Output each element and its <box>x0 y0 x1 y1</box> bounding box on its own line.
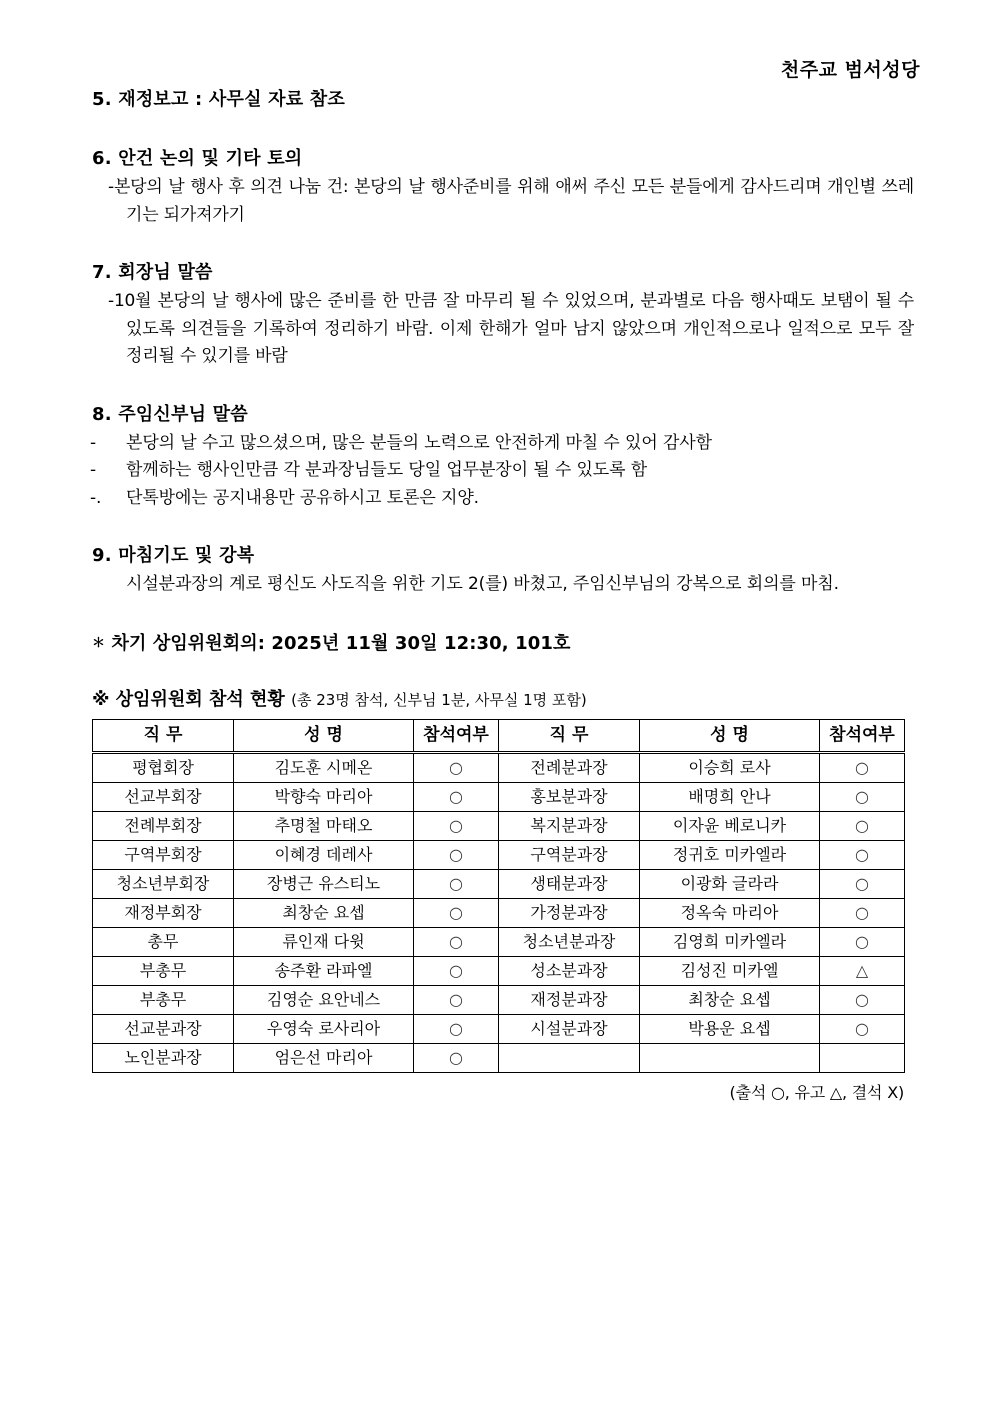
section-7-bullet-1-text: 10월 본당의 날 행사에 많은 준비를 한 만큼 잘 마무리 될 수 있었으며, 분과별로 다음 행사때도 보탬이 될 수 있도록 의견들을 기록하여 정리하기 바람. 이제 한해가 얼마 남지 않았으며 개인적으로나 일적으로 모두 잘 정리될 수 있기를 바람 <box>113 291 914 367</box>
section-8 <box>92 401 914 513</box>
attendance-mark-cell: ○ <box>414 898 499 927</box>
section-8-bullet-1 <box>92 430 914 458</box>
attendance-mark-cell: ○ <box>414 1043 499 1072</box>
column-header-attendance-left: 참석여부 <box>414 719 499 752</box>
table-row <box>93 811 905 840</box>
duty-cell: 성소분과장 <box>499 956 640 985</box>
column-header-duty-left: 직 무 <box>93 719 234 752</box>
name-cell: 류인재 다윗 <box>234 927 414 956</box>
section-9-body: 시설분과장의 계로 평신도 사도직을 위한 기도 2(를) 바쳤고, 주임신부님의 강복으로 회의를 마침. <box>126 574 839 595</box>
table-row <box>93 840 905 869</box>
attendance-heading <box>92 685 914 711</box>
duty-cell: 청소년분과장 <box>499 927 640 956</box>
attendance-legend: (출석 ○, 유고 △, 결석 X) <box>729 1082 904 1102</box>
attendance-mark-cell: ○ <box>820 752 905 782</box>
name-cell: 김도훈 시메온 <box>234 752 414 782</box>
column-header-name-right: 성 명 <box>640 719 820 752</box>
name-cell: 송주환 라파엘 <box>234 956 414 985</box>
duty-cell: 구역분과장 <box>499 840 640 869</box>
name-cell: 이승희 로사 <box>640 752 820 782</box>
name-cell: 이자윤 베로니카 <box>640 811 820 840</box>
section-5-title: 5. 재정보고 : 사무실 자료 참조 <box>92 89 345 110</box>
next-meeting-line <box>92 629 914 655</box>
attendance-subheading: (총 23명 참석, 신부님 1분, 사무실 1명 포함) <box>291 690 587 709</box>
duty-cell: 재정부회장 <box>93 898 234 927</box>
duty-cell: 가정분과장 <box>499 898 640 927</box>
spacer <box>92 655 914 685</box>
dash-dot-marker: -. <box>90 487 102 508</box>
table-row <box>93 1014 905 1043</box>
section-6-bullet-1-text: 본당의 날 행사 후 의견 나눔 건: 본당의 날 행사준비를 위해 애써 주신 모든 분들에게 감사드리며 개인별 쓰레기는 되가져가기 <box>113 177 914 225</box>
attendance-mark-cell: ○ <box>820 898 905 927</box>
attendance-mark-cell: ○ <box>820 869 905 898</box>
spacer <box>92 229 914 259</box>
duty-cell: 평협회장 <box>93 752 234 782</box>
section-8-bullet-2 <box>92 457 914 485</box>
spacer <box>92 599 914 629</box>
section-6 <box>92 145 914 229</box>
attendance-mark-cell: ○ <box>414 927 499 956</box>
attendance-table-body <box>93 752 905 1072</box>
duty-cell: 홍보분과장 <box>499 782 640 811</box>
section-8-bullet-3-text: 단톡방에는 공지내용만 공유하시고 토론은 지양. <box>126 487 479 508</box>
attendance-mark-cell: ○ <box>414 985 499 1014</box>
section-5 <box>92 86 914 113</box>
spacer <box>92 115 914 145</box>
attendance-table <box>92 719 905 1073</box>
section-7 <box>92 259 914 371</box>
section-8-bullet-1-text: 본당의 날 수고 많으셨으며, 많은 분들의 노력으로 안전하게 마칠 수 있어 감사함 <box>126 432 712 453</box>
name-cell <box>640 1043 820 1072</box>
dash-marker: - <box>108 177 114 197</box>
name-cell: 김영순 요안네스 <box>234 985 414 1014</box>
duty-cell: 총무 <box>93 927 234 956</box>
name-cell: 추명철 마태오 <box>234 811 414 840</box>
dash-marker: - <box>108 291 114 312</box>
name-cell: 박향숙 마리아 <box>234 782 414 811</box>
attendance-mark-cell: ○ <box>820 927 905 956</box>
name-cell: 최창순 요셉 <box>640 985 820 1014</box>
section-7-title: 7. 회장님 말씀 <box>92 262 213 284</box>
spacer <box>92 512 914 542</box>
attendance-mark-cell <box>820 1043 905 1072</box>
duty-cell: 노인분과장 <box>93 1043 234 1072</box>
attendance-mark-cell: ○ <box>820 840 905 869</box>
attendance-mark-cell: ○ <box>414 782 499 811</box>
table-row <box>93 898 905 927</box>
star-marker: ＊ <box>92 635 106 651</box>
attendance-mark-cell: △ <box>820 956 905 985</box>
table-row <box>93 869 905 898</box>
name-cell: 정옥숙 마리아 <box>640 898 820 927</box>
duty-cell: 복지분과장 <box>499 811 640 840</box>
name-cell: 정귀호 미카엘라 <box>640 840 820 869</box>
name-cell: 박용운 요셉 <box>640 1014 820 1043</box>
document-body <box>92 86 914 1119</box>
table-row <box>93 956 905 985</box>
column-header-attendance-right: 참석여부 <box>820 719 905 752</box>
name-cell: 이광화 글라라 <box>640 869 820 898</box>
section-6-title: 6. 안건 논의 및 기타 토의 <box>92 148 303 169</box>
section-6-bullet-1 <box>92 174 914 229</box>
section-8-bullet-3 <box>92 485 914 513</box>
duty-cell: 청소년부회장 <box>93 869 234 898</box>
name-cell: 최창순 요셉 <box>234 898 414 927</box>
table-row <box>93 927 905 956</box>
duty-cell: 전례분과장 <box>499 752 640 782</box>
reference-mark-icon: ※ <box>92 688 110 710</box>
column-header-name-left: 성 명 <box>234 719 414 752</box>
attendance-mark-cell: ○ <box>414 811 499 840</box>
duty-cell: 선교분과장 <box>93 1014 234 1043</box>
name-cell: 김성진 미카엘 <box>640 956 820 985</box>
table-row <box>93 1043 905 1072</box>
duty-cell: 전례부회장 <box>93 811 234 840</box>
duty-cell <box>499 1043 640 1072</box>
attendance-mark-cell: ○ <box>820 1014 905 1043</box>
name-cell: 엄은선 마리아 <box>234 1043 414 1072</box>
duty-cell: 구역부회장 <box>93 840 234 869</box>
next-meeting-text: 차기 상임위원회의: 2025년 11월 30일 12:30, 101호 <box>111 632 571 654</box>
dash-marker: - <box>90 432 97 453</box>
name-cell: 김영희 미카엘라 <box>640 927 820 956</box>
section-8-title: 8. 주임신부님 말씀 <box>92 403 248 425</box>
duty-cell: 재정분과장 <box>499 985 640 1014</box>
duty-cell: 부총무 <box>93 985 234 1014</box>
spacer <box>92 371 914 401</box>
duty-cell: 생태분과장 <box>499 869 640 898</box>
attendance-mark-cell: ○ <box>820 782 905 811</box>
section-9 <box>92 542 914 599</box>
table-header-row <box>93 719 905 752</box>
attendance-mark-cell: ○ <box>820 985 905 1014</box>
name-cell: 배명희 안나 <box>640 782 820 811</box>
table-row <box>93 782 905 811</box>
duty-cell: 부총무 <box>93 956 234 985</box>
attendance-mark-cell: ○ <box>414 869 499 898</box>
section-9-title: 9. 마침기도 및 강복 <box>92 545 255 567</box>
name-cell: 이혜경 데레사 <box>234 840 414 869</box>
name-cell: 장병근 유스티노 <box>234 869 414 898</box>
section-7-bullet-1 <box>92 288 914 371</box>
attendance-heading-text: 상임위원회 참석 현황 <box>115 688 285 710</box>
attendance-mark-cell: ○ <box>414 956 499 985</box>
attendance-mark-cell: ○ <box>414 752 499 782</box>
table-row <box>93 752 905 782</box>
column-header-duty-right: 직 무 <box>499 719 640 752</box>
parish-header: 천주교 범서성당 <box>780 59 920 81</box>
table-row <box>93 985 905 1014</box>
name-cell: 우영숙 로사리아 <box>234 1014 414 1043</box>
duty-cell: 시설분과장 <box>499 1014 640 1043</box>
dash-marker: - <box>90 460 97 481</box>
attendance-mark-cell: ○ <box>820 811 905 840</box>
section-8-bullet-2-text: 함께하는 행사인만큼 각 분과장님들도 당일 업무분장이 될 수 있도록 함 <box>126 460 648 481</box>
duty-cell: 선교부회장 <box>93 782 234 811</box>
attendance-mark-cell: ○ <box>414 1014 499 1043</box>
attendance-mark-cell: ○ <box>414 840 499 869</box>
